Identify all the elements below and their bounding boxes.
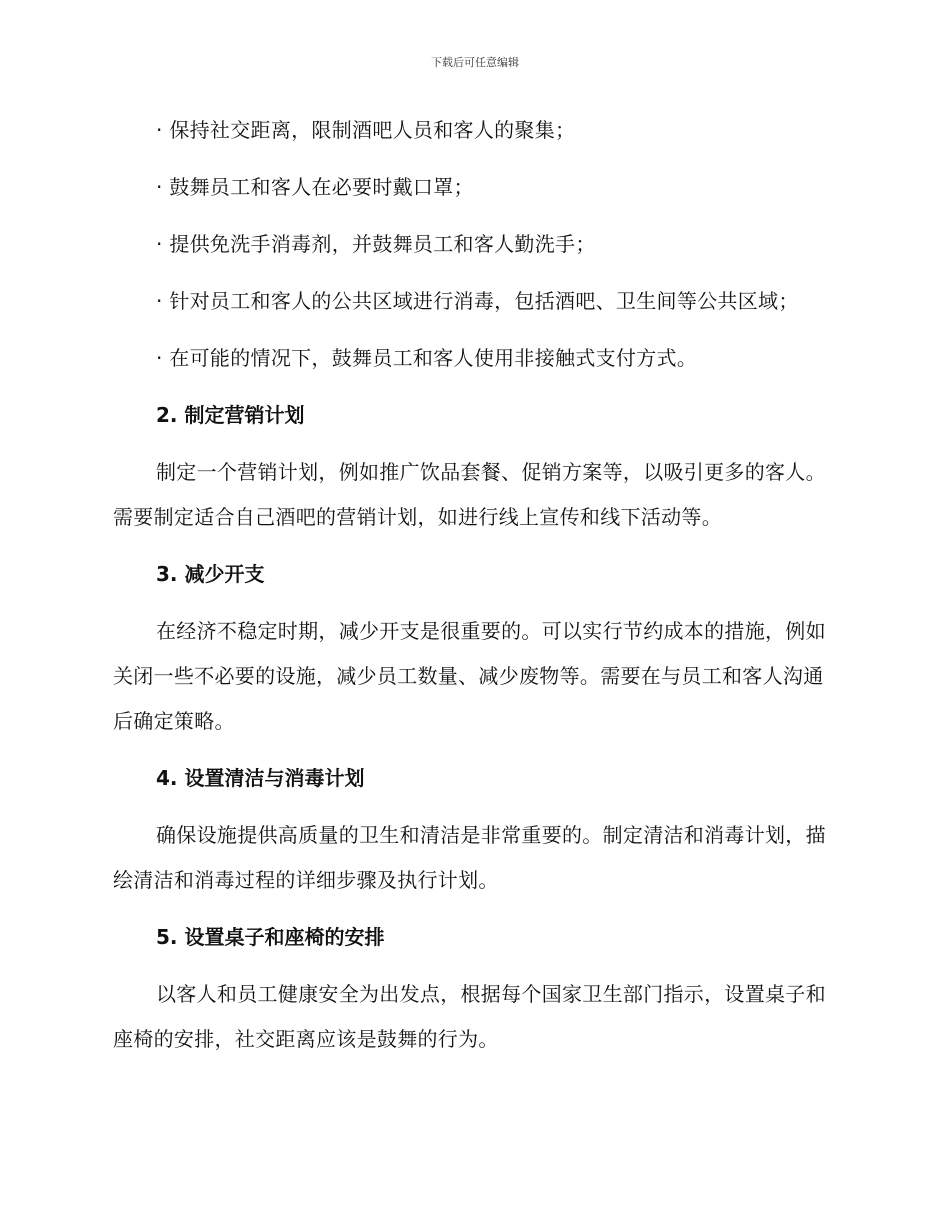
bullet-item: · 鼓舞员工和客人在必要时戴口罩；: [156, 175, 474, 199]
section-heading: 4. 设置清洁与消毒计划: [156, 766, 365, 790]
section-paragraph: 确保设施提供高质量的卫生和清洁是非常重要的。制定清洁和消毒计划，描绘清洁和消毒过程的详细步骤及执行计划。: [113, 823, 826, 892]
bullet-item: · 提供免洗手消毒剂，并鼓舞员工和客人勤洗手；: [156, 232, 596, 256]
section-paragraph: 在经济不稳定时期，减少开支是很重要的。可以实行节约成本的措施，例如关闭一些不必要的设施，减少员工数量、减少废物等。需要在与员工和客人沟通后确定策略。: [113, 619, 826, 733]
section-heading: 5. 设置桌子和座椅的安排: [156, 925, 385, 949]
section-paragraph: 以客人和员工健康安全为出发点，根据每个国家卫生部门指示，设置桌子和座椅的安排，社交距离应该是鼓舞的行为。: [113, 982, 826, 1051]
page-header: 下载后可任意编辑: [431, 56, 519, 69]
bullet-item: · 针对员工和客人的公共区域进行消毒，包括酒吧、卫生间等公共区域；: [156, 289, 799, 313]
document-body: [113, 108, 833, 1062]
section-heading: 3. 减少开支: [156, 562, 265, 586]
section-paragraph: 制定一个营销计划，例如推广饮品套餐、促销方案等，以吸引更多的客人。需要制定适合自己酒吧的营销计划，如进行线上宣传和线下活动等。: [113, 460, 826, 529]
section-heading: 2. 制定营销计划: [156, 403, 305, 427]
bullet-item: · 保持社交距离，限制酒吧人员和客人的聚集；: [156, 118, 576, 142]
bullet-item: · 在可能的情况下，鼓舞员工和客人使用非接触式支付方式。: [156, 346, 698, 370]
